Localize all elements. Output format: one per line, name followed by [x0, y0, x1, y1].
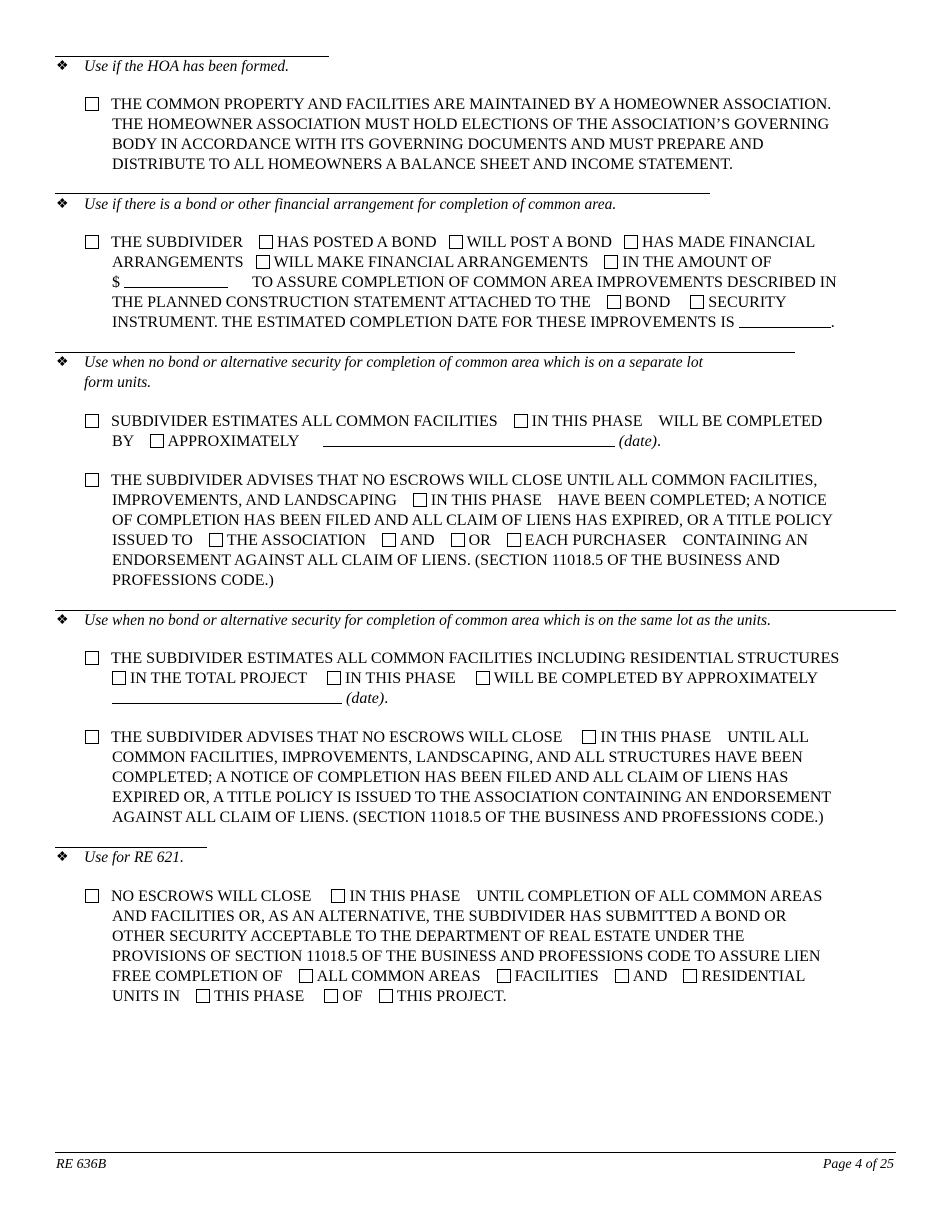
bond-checkbox[interactable]	[85, 235, 99, 249]
this-project-checkbox[interactable]	[379, 989, 393, 1003]
diamond-bullet-icon: ❖	[56, 197, 69, 212]
this-phase-unit-checkbox[interactable]	[196, 989, 210, 1003]
same-lot-escrow-clause: THE SUBDIVIDER ADVISES THAT NO ESCROWS WILL CLOSE IN THIS PHASE UNTIL ALL COMMON FACILITIES, IMPROVEMENTS, LANDSCAPING, AND ALL STRUCTURES HAVE BEEN COMPLETED; A NOTICE OF COMPLETION HAS BEEN FILED AND ALL CLAIM OF LIENS HAS EXPIRED OR, A TITLE POLICY IS ISSUED TO THE ASSOCIATION CONTAINING AN ENDORSEMENT AGAINST ALL CLAIM OF LIENS. (SECTION 11018.5 OF THE BUSINESS AND PROFESSIONS CODE.)	[85, 728, 831, 828]
hoa-maintenance-clause: THE COMMON PROPERTY AND FACILITIES ARE MAINTAINED BY A HOMEOWNER ASSOCIATION. THE HOMEOWNER ASSOCIATION MUST HOLD ELECTIONS OF THE ASSOCIATION’S GOVERNING BODY IN ACCORDANCE WITH ITS GOVERNING DOCUMENTS AND MUST PREPARE AND DISTRIBUTE TO ALL HOMEOWNERS A BALANCE SHEET AND INCOME STATEMENT.	[85, 95, 831, 175]
section-heading: Use for RE 621.	[84, 849, 184, 866]
date-blank[interactable]	[323, 432, 615, 447]
will-post-bond-checkbox[interactable]	[449, 235, 463, 249]
amount-checkbox[interactable]	[604, 255, 618, 269]
bond-clause: THE SUBDIVIDER HAS POSTED A BOND WILL POST A BOND HAS MADE FINANCIAL ARRANGEMENTS WILL MAKE FINANCIAL ARRANGEMENTS IN THE AMOUNT OF $ TO ASSURE COMPLETION OF COMMON AREA IMPROVEMENTS DESCRIBED IN THE PLANNED CONSTRUCTION STATEMENT ATTACHED TO THE BOND SECURITY INSTRUMENT. THE ESTIMATED COMPLETION DATE FOR THESE IMPROVEMENTS IS .	[85, 233, 837, 333]
same-escrow-checkbox[interactable]	[85, 730, 99, 744]
this-phase-checkbox[interactable]	[413, 493, 427, 507]
this-phase-checkbox[interactable]	[331, 889, 345, 903]
all-common-areas-checkbox[interactable]	[299, 969, 313, 983]
posted-bond-checkbox[interactable]	[259, 235, 273, 249]
hoa-checkbox[interactable]	[85, 97, 99, 111]
residential-checkbox[interactable]	[683, 969, 697, 983]
section-rule	[55, 193, 710, 194]
section-heading: Use when no bond or alternative security for completion of common area which is on a separate lot form units.	[84, 354, 703, 391]
footer-rule	[55, 1152, 896, 1153]
escrow-checkbox[interactable]	[85, 473, 99, 487]
diamond-bullet-icon: ❖	[56, 850, 69, 865]
and-checkbox[interactable]	[615, 969, 629, 983]
or-checkbox[interactable]	[451, 533, 465, 547]
diamond-bullet-icon: ❖	[56, 613, 69, 628]
separate-estimate-checkbox[interactable]	[85, 414, 99, 428]
this-phase-checkbox[interactable]	[327, 671, 341, 685]
diamond-bullet-icon: ❖	[56, 355, 69, 370]
completion-date-blank[interactable]	[739, 313, 831, 328]
amount-blank[interactable]	[124, 273, 228, 288]
and-checkbox[interactable]	[382, 533, 396, 547]
re621-checkbox[interactable]	[85, 889, 99, 903]
total-project-checkbox[interactable]	[112, 671, 126, 685]
re621-clause: NO ESCROWS WILL CLOSE IN THIS PHASE UNTIL COMPLETION OF ALL COMMON AREAS AND FACILITIES OR, AS AN ALTERNATIVE, THE SUBDIVIDER HAS SUBMITTED A BOND OR OTHER SECURITY ACCEPTABLE TO THE DEPARTMENT OF REAL ESTATE UNDER THE PROVISIONS OF SECTION 11018.5 OF THE BUSINESS AND PROFESSIONS CODE TO ASSURE LIEN FREE COMPLETION OF ALL COMMON AREAS FACILITIES AND RESIDENTIAL UNITS IN THIS PHASE OF THIS PROJECT.	[85, 887, 822, 1007]
same-lot-estimate-clause: THE SUBDIVIDER ESTIMATES ALL COMMON FACILITIES INCLUDING RESIDENTIAL STRUCTURES IN THE TOTAL PROJECT IN THIS PHASE WILL BE COMPLETED BY APPROXIMATELY (date).	[85, 649, 839, 709]
page-number: Page 4 of 25	[822, 1157, 894, 1172]
facilities-checkbox[interactable]	[497, 969, 511, 983]
form-number: RE 636B	[56, 1157, 107, 1172]
section-heading: Use if there is a bond or other financial arrangement for completion of common area.	[84, 196, 617, 213]
completed-by-checkbox[interactable]	[476, 671, 490, 685]
this-phase-checkbox[interactable]	[514, 414, 528, 428]
separate-lot-escrow-clause: THE SUBDIVIDER ADVISES THAT NO ESCROWS WILL CLOSE UNTIL ALL COMMON FACILITIES, IMPROVEMENTS, AND LANDSCAPING IN THIS PHASE HAVE BEEN COMPLETED; A NOTICE OF COMPLETION HAS BEEN FILED AND ALL CLAIM OF LIENS HAS EXPIRED, OR A TITLE POLICY ISSUED TO THE ASSOCIATION AND OR EACH PURCHASER CONTAINING AN ENDORSEMENT AGAINST ALL CLAIM OF LIENS. (SECTION 11018.5 OF THE BUSINESS AND PROFESSIONS CODE.)	[85, 471, 833, 591]
of-checkbox[interactable]	[324, 989, 338, 1003]
approximately-checkbox[interactable]	[150, 434, 164, 448]
each-purchaser-checkbox[interactable]	[507, 533, 521, 547]
will-make-financial-checkbox[interactable]	[256, 255, 270, 269]
this-phase-checkbox[interactable]	[582, 730, 596, 744]
same-estimate-checkbox[interactable]	[85, 651, 99, 665]
section-heading: Use when no bond or alternative security for completion of common area which is on the same lot as the units.	[84, 612, 771, 629]
association-checkbox[interactable]	[209, 533, 223, 547]
security-checkbox[interactable]	[690, 295, 704, 309]
made-financial-checkbox[interactable]	[624, 235, 638, 249]
section-heading: Use if the HOA has been formed.	[84, 58, 290, 75]
diamond-bullet-icon: ❖	[56, 59, 69, 74]
separate-lot-estimate-clause: SUBDIVIDER ESTIMATES ALL COMMON FACILITIES IN THIS PHASE WILL BE COMPLETED BY APPROXIMATELY (date).	[85, 412, 822, 452]
bond-option-checkbox[interactable]	[607, 295, 621, 309]
date-blank[interactable]	[112, 689, 342, 704]
